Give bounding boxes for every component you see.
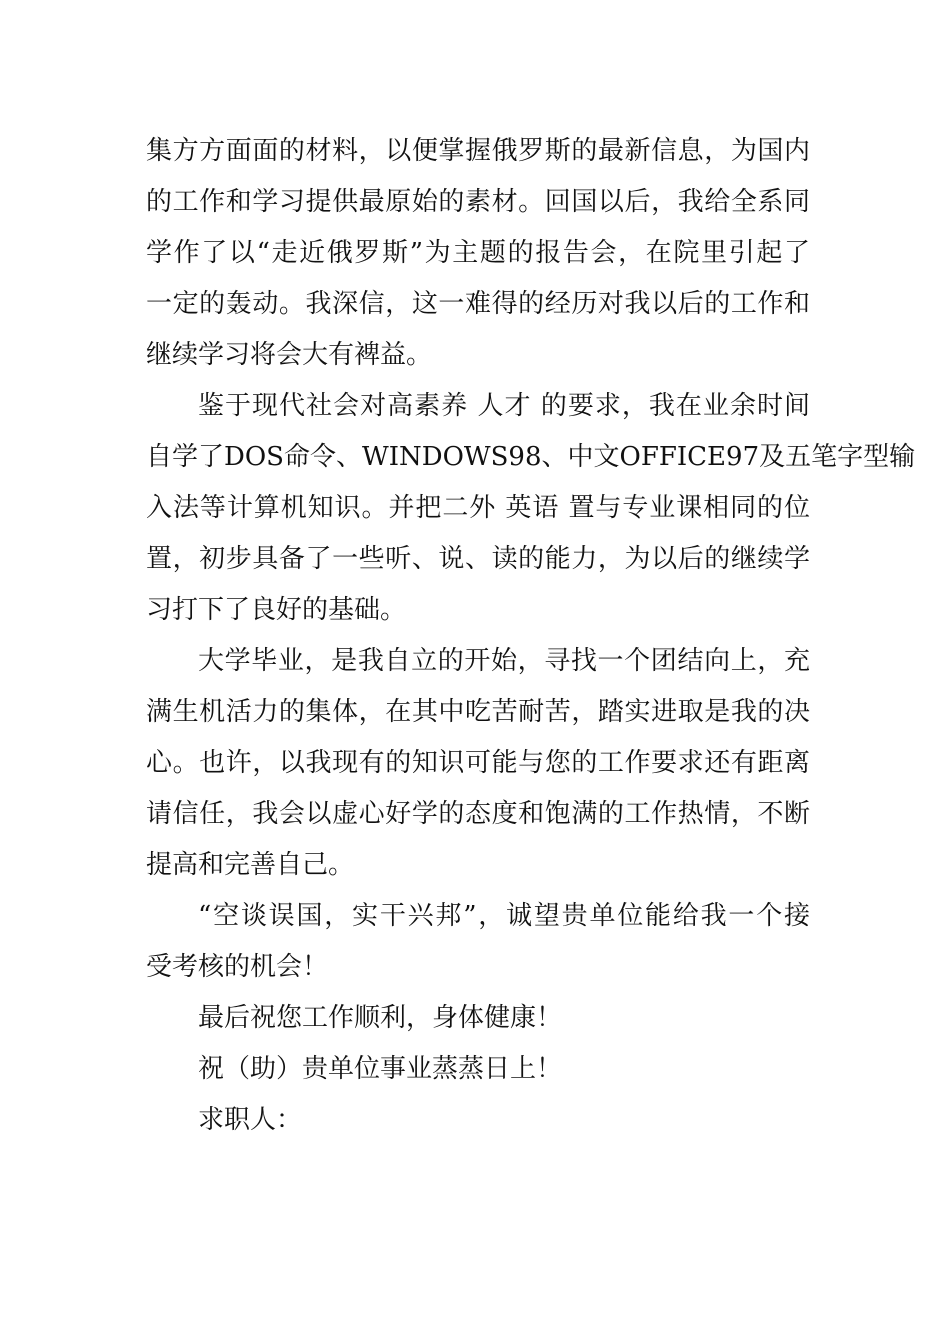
text-line: “空谈误国，实干兴邦”，诚望贵单位能给我一个接 xyxy=(198,901,810,931)
text-line: 受考核的机会！ xyxy=(146,952,329,982)
paragraph xyxy=(146,891,810,993)
text-line: 继续学习将会大有裨益。 xyxy=(146,340,433,370)
letter-body xyxy=(146,126,916,1146)
paragraph xyxy=(146,126,810,381)
text-line: 提高和完善自己。 xyxy=(146,850,355,880)
text-line: 集方方面面的材料，以便掌握俄罗斯的最新信息，为国内 xyxy=(146,136,810,166)
paragraph xyxy=(146,636,810,891)
text-line: 置，初步具备了一些听、说、读的能力，为以后的继续学 xyxy=(146,544,810,574)
text-line: 入法等计算机知识。并把二外 英语 置与专业课相同的位 xyxy=(146,493,810,523)
closing-wish: 最后祝您工作顺利，身体健康！ xyxy=(198,1003,563,1033)
text-line: 心。也许，以我现有的知识可能与您的工作要求还有距离 xyxy=(146,748,810,778)
text-line: 鉴于现代社会对高素养 人才 的要求，我在业余时间 xyxy=(198,391,810,421)
signature-label: 求职人： xyxy=(198,1105,303,1135)
text-line: 学作了以“走近俄罗斯”为主题的报告会，在院里引起了 xyxy=(146,238,810,268)
text-line: 一定的轰动。我深信，这一难得的经历对我以后的工作和 xyxy=(146,289,810,319)
text-line: 满生机活力的集体，在其中吃苦耐苦，踏实进取是我的决 xyxy=(146,697,810,727)
text-line: 大学毕业，是我自立的开始，寻找一个团结向上，充 xyxy=(198,646,810,676)
text-line: 自学了DOS命令、WINDOWS98、中文OFFICE97及五笔字型输 xyxy=(146,442,916,472)
paragraph xyxy=(146,381,916,636)
closing-blessing: 祝（助）贵单位事业蒸蒸日上！ xyxy=(198,1054,563,1084)
text-line: 习打下了良好的基础。 xyxy=(146,595,407,625)
text-line: 请信任，我会以虚心好学的态度和饱满的工作热情，不断 xyxy=(146,799,810,829)
text-line: 的工作和学习提供最原始的素材。回国以后，我给全系同 xyxy=(146,187,810,217)
